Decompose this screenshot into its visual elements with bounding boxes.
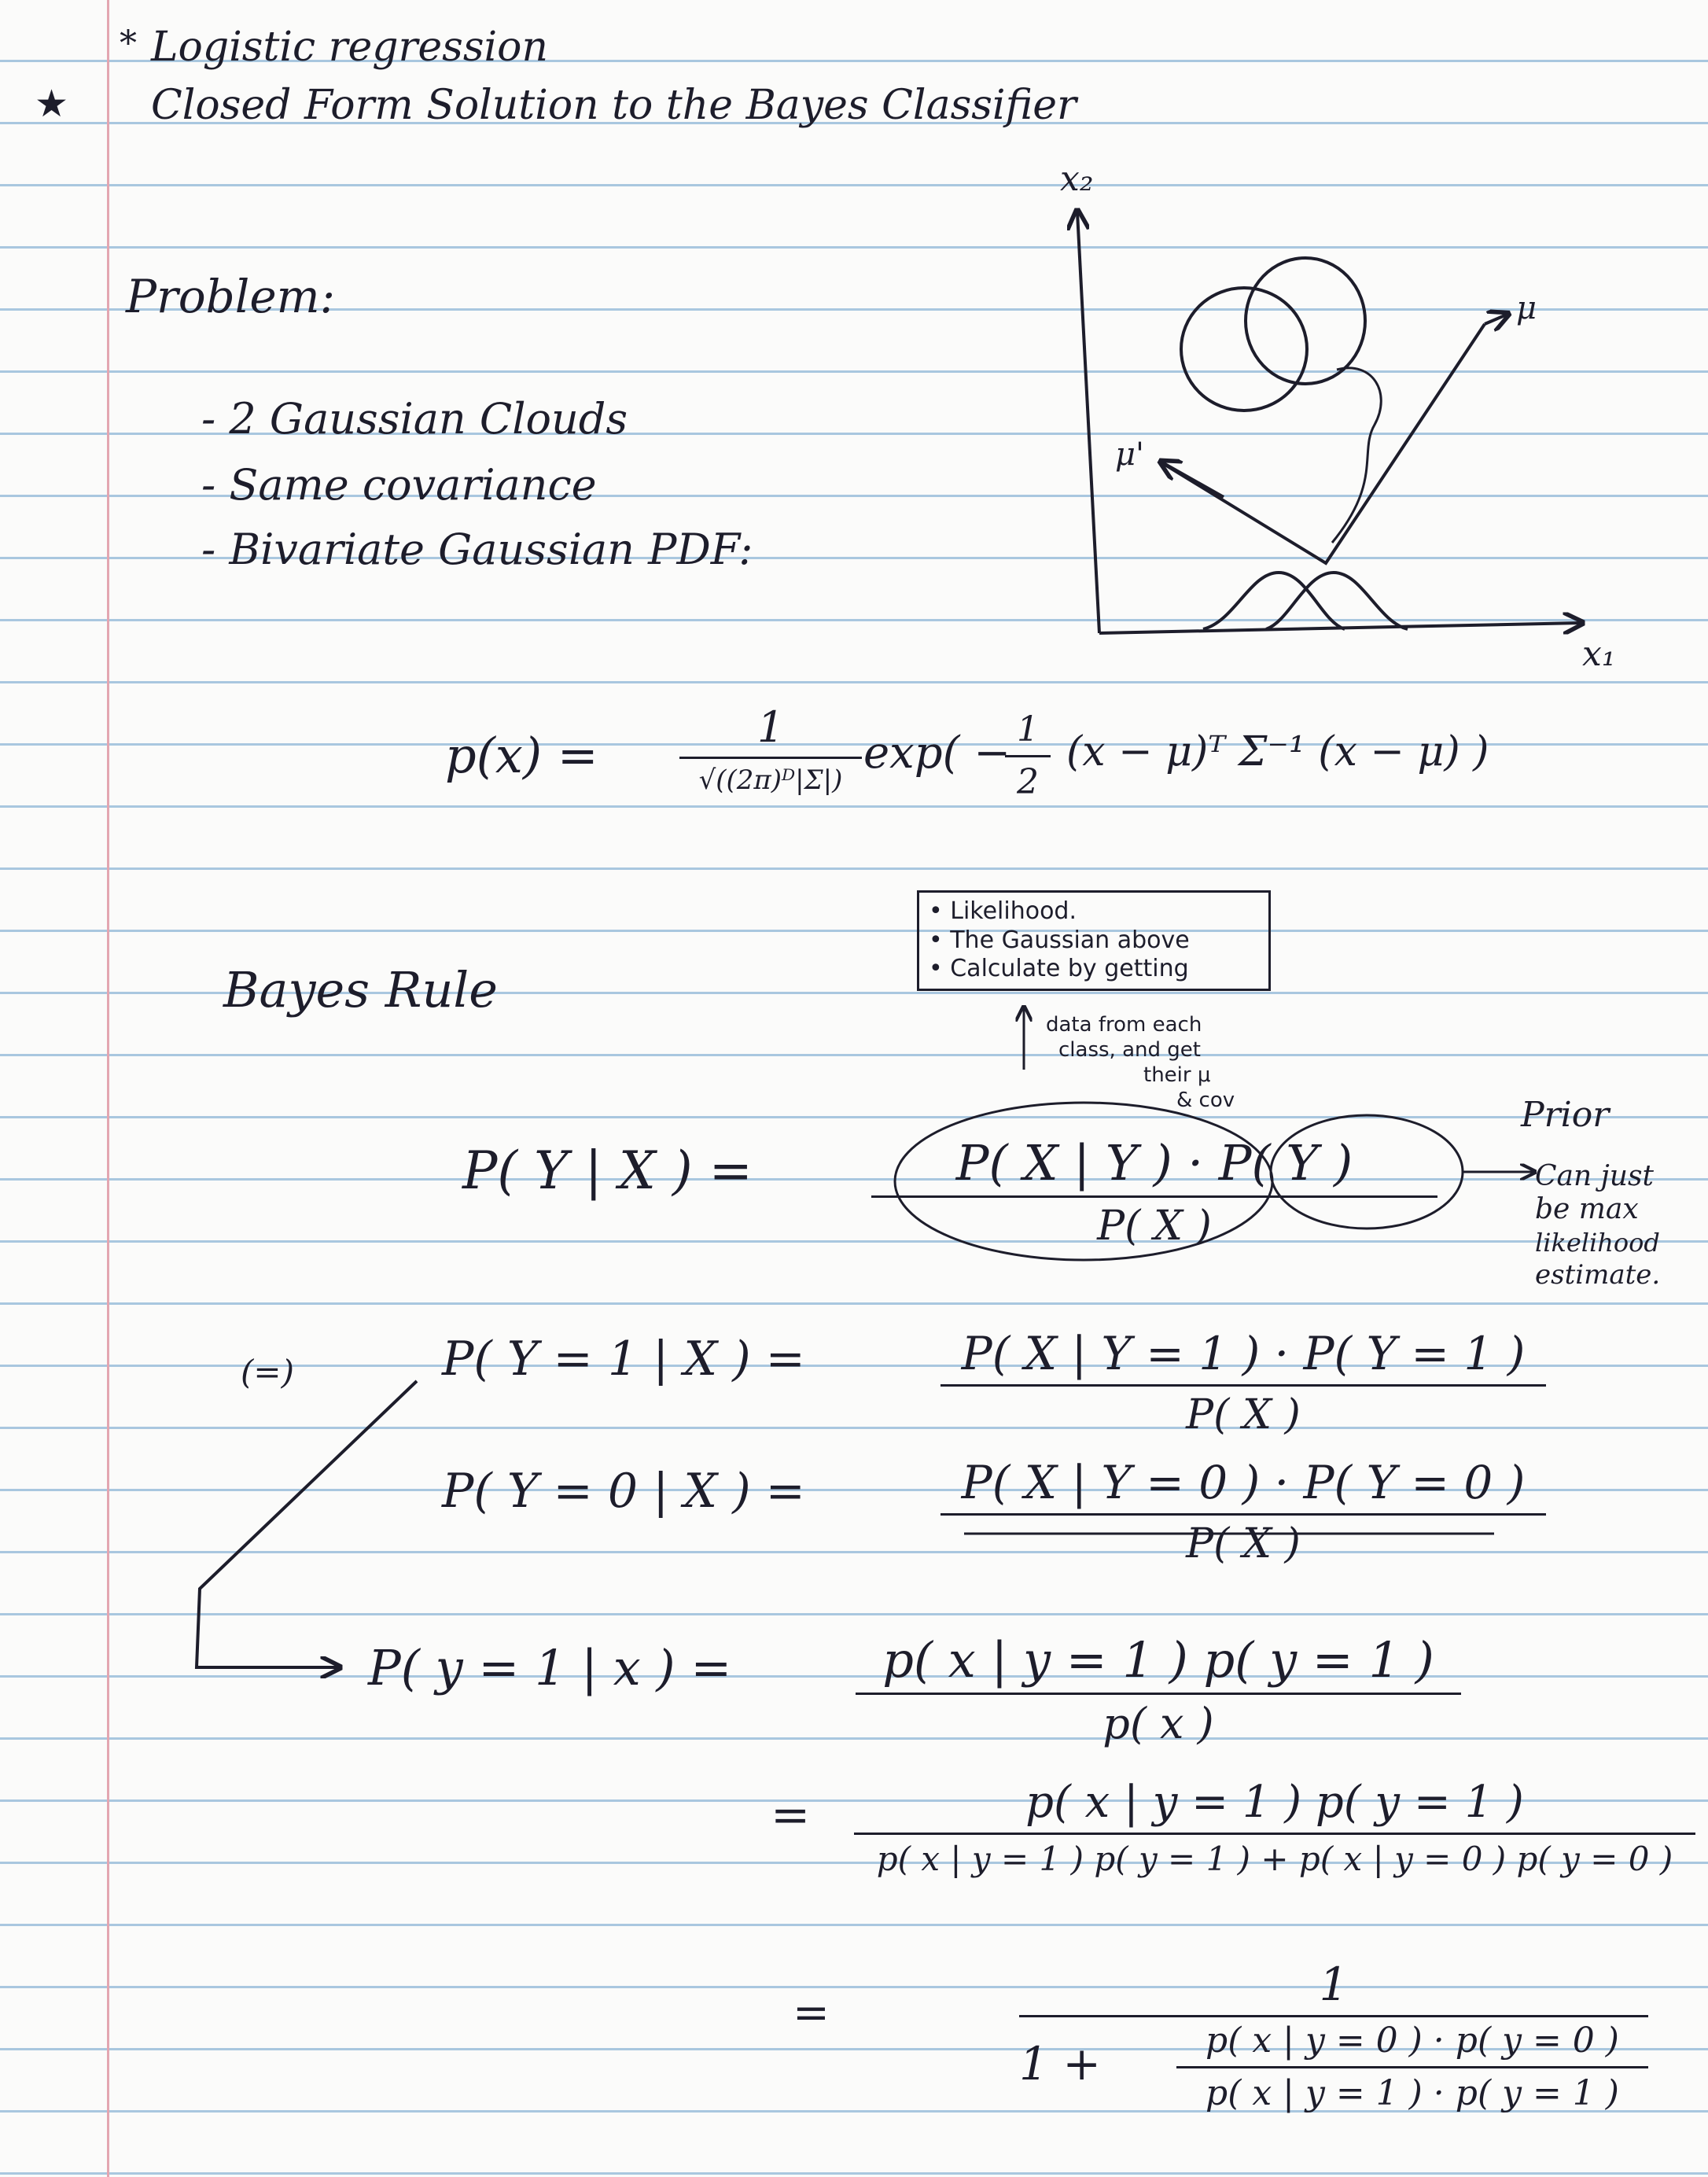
pdf-lhs: p(x) = <box>445 727 598 784</box>
bayes-rule-lhs: P( Y | X ) = <box>462 1140 753 1201</box>
likelihood-note-line-7: & cov <box>1176 1088 1235 1112</box>
eq3-denominator: p( x ) <box>1102 1699 1214 1748</box>
bayes-rule-fraction <box>871 1134 1437 1250</box>
prior-note-line-2: be max <box>1535 1193 1639 1225</box>
pdf-half <box>1005 709 1051 802</box>
eq5-denominator <box>1019 2017 1648 2143</box>
pdf-half-numerator: 1 <box>1005 713 1051 757</box>
eq1-denominator: P( X ) <box>1186 1391 1301 1438</box>
eq4-denominator: p( x | y = 1 ) p( y = 1 ) + p( x | y = 0 ) p( y = 0 ) <box>876 1840 1673 1878</box>
gaussian-cloud-1 <box>1181 288 1307 411</box>
pdf-normalizer-denominator: √((2π)ᴰ|Σ|) <box>698 764 843 796</box>
eq1-fraction <box>941 1327 1546 1438</box>
x2-axis-label: x₂ <box>1060 159 1094 199</box>
eq2-denominator: P( X ) <box>1186 1520 1301 1567</box>
eq3-lhs: P( y = 1 | x ) = <box>368 1639 732 1696</box>
eq5-inner-fraction <box>1176 2020 1648 2113</box>
eq1-numerator: P( X | Y = 1 ) · P( Y = 1 ) <box>941 1331 1546 1387</box>
likelihood-note-line-1: • Likelihood. <box>929 897 1077 925</box>
likelihood-note-line-6: their μ <box>1143 1063 1211 1087</box>
pdf-half-denominator: 2 <box>1017 762 1039 802</box>
pdf-normalizer <box>679 702 862 796</box>
topic-heading: Logistic regression <box>151 24 548 71</box>
x1-axis-label: x₁ <box>1582 634 1616 674</box>
eq2-lhs: P( Y = 0 | X ) = <box>442 1464 805 1519</box>
prior-note-line-3: likelihood <box>1535 1228 1660 1258</box>
likelihood-note <box>917 890 1271 991</box>
pdf-quadratic: (x − μ)ᵀ Σ⁻¹ (x − μ) ) <box>1066 728 1489 775</box>
star-bullet: * <box>120 24 137 64</box>
page-title: Closed Form Solution to the Bayes Classifier <box>151 82 1077 129</box>
eq3-fraction <box>856 1631 1461 1748</box>
eq5-inner-denominator: p( x | y = 1 ) · p( y = 1 ) <box>1206 2073 1619 2113</box>
prior-note-line-1: Can just <box>1535 1160 1654 1192</box>
bell-curve-2 <box>1266 573 1408 629</box>
eq4-equals: = <box>771 1788 811 1843</box>
mu-prime-label: μ' <box>1115 437 1144 473</box>
bayes-rule-denominator: P( X ) <box>1097 1203 1212 1250</box>
mu-prime-arrow <box>1162 462 1224 497</box>
eq5-numerator: 1 <box>1019 1962 1648 2017</box>
prior-note-line-4: estimate. <box>1535 1259 1661 1291</box>
pdf-normalizer-numerator: 1 <box>679 706 862 759</box>
eq4-fraction <box>854 1777 1695 1878</box>
eq5-denominator-lead: 1 + <box>1019 2037 1101 2090</box>
problem-item-1: - 2 Gaussian Clouds <box>201 394 628 444</box>
eq2-fraction <box>941 1456 1546 1567</box>
problem-heading: Problem: <box>126 270 336 323</box>
likelihood-note-line-4: data from each <box>1046 1013 1202 1037</box>
eq5-equals: = <box>793 1987 830 2039</box>
mu-label: μ <box>1516 290 1537 326</box>
bell-curve-1 <box>1203 573 1345 629</box>
eq3-numerator: p( x | y = 1 ) p( y = 1 ) <box>856 1636 1461 1695</box>
projection-path <box>1164 324 1485 563</box>
equivalence-symbol: (=) <box>241 1353 294 1391</box>
problem-item-3: - Bivariate Gaussian PDF: <box>201 525 753 574</box>
eq5-fraction <box>1019 1958 1648 2143</box>
likelihood-note-line-3: • Calculate by getting <box>929 955 1189 983</box>
likelihood-note-line-2: • The Gaussian above <box>929 926 1190 954</box>
mu-arrow <box>1485 315 1507 324</box>
bayes-rule-numerator: P( X | Y ) · P( Y ) <box>871 1139 1437 1198</box>
eq1-lhs: P( Y = 1 | X ) = <box>442 1332 805 1387</box>
likelihood-note-line-5: class, and get <box>1058 1038 1201 1062</box>
pdf-exp: exp( − <box>863 728 1011 779</box>
eq4-numerator: p( x | y = 1 ) p( y = 1 ) <box>854 1781 1695 1835</box>
bayes-heading: Bayes Rule <box>223 961 498 1019</box>
prior-label: Prior <box>1521 1095 1610 1135</box>
eq2-numerator: P( X | Y = 0 ) · P( Y = 0 ) <box>941 1460 1546 1516</box>
eq5-inner-numerator: p( x | y = 0 ) · p( y = 0 ) <box>1176 2024 1648 2068</box>
star-icon: ★ <box>35 82 69 126</box>
connector-arrow <box>197 1381 417 1667</box>
problem-item-2: - Same covariance <box>201 460 597 510</box>
y-axis-line <box>1077 212 1099 633</box>
